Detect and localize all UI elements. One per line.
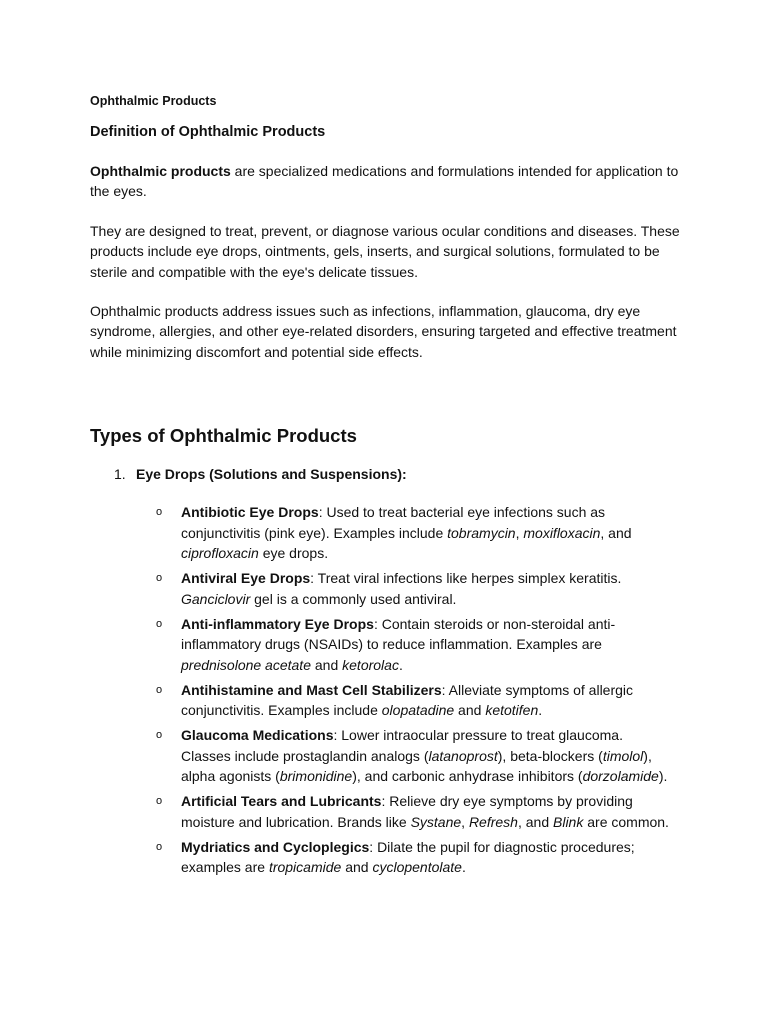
list-item-term: Mydriatics and Cycloplegics — [181, 838, 370, 855]
list-item-example: tobramycin — [447, 524, 516, 541]
bullet-circle-icon: o — [156, 729, 163, 742]
bullet-circle-icon: o — [156, 617, 163, 630]
document-title: Ophthalmic Products — [90, 94, 217, 108]
list-item-text: eye drops. — [258, 545, 329, 562]
list-item-term: Artificial Tears and Lubricants — [181, 793, 382, 810]
list-item-term: Antibiotic Eye Drops — [181, 504, 319, 520]
list-item-example: tropicamide — [268, 859, 342, 876]
list-item-text: and — [454, 702, 486, 719]
list-item-example: prednisolone acetate — [181, 656, 311, 673]
numbered-item-eye-drops — [114, 466, 407, 482]
paragraph-issues: Ophthalmic products address issues such as infections, inflammation, glaucoma, dry eye syndrome, allergies, and other eye-related disorders, ensuring targeted and effective treatment while minimizing discomfort and potential side effects. — [90, 303, 677, 360]
list-item-text: ), beta-blockers ( — [497, 747, 603, 764]
bullet-circle-icon: o — [156, 683, 163, 696]
list-item-example: dorzolamide — [582, 768, 659, 785]
list-item-example: latanoprost — [428, 747, 498, 764]
paragraph-definition-text: are specialized medications and formulations intended for application to the eyes. — [90, 163, 679, 200]
list-item-text: . — [398, 656, 403, 673]
list-item — [156, 791, 676, 832]
list-item-example: brimonidine — [279, 768, 353, 785]
types-heading: Types of Ophthalmic Products — [90, 425, 357, 446]
list-item-term: Anti-inflammatory Eye Drops — [181, 615, 374, 632]
list-item-text: , and — [517, 813, 553, 830]
paragraph-purpose: They are designed to treat, prevent, or diagnose various ocular conditions and diseases. These products include eye drops, ointments, gels, inserts, and surgical solutions, formulated to be sterile and compatible with the eye's delicate tissues. — [90, 223, 680, 280]
list-item-text: and — [341, 859, 373, 876]
list-item-text: gel is a commonly used antiviral. — [250, 590, 457, 607]
list-item — [156, 568, 676, 609]
eye-drops-sub-list — [156, 502, 676, 882]
list-item-example: Blink — [553, 813, 584, 830]
list-item-example: ketorolac — [342, 656, 399, 673]
list-item — [156, 614, 676, 676]
list-item-text: : Used to treat bacterial eye infections such as conjunctivitis (pink eye). Examples include — [181, 504, 606, 541]
list-item — [156, 837, 676, 878]
list-item-text: : Relieve dry eye symptoms by providing moisture and lubrication. Brands like — [181, 793, 633, 830]
list-item-text: : Treat viral infections like herpes simplex keratitis. — [310, 570, 622, 587]
list-item-text: : Contain steroids or non-steroidal anti-inflammatory drugs (NSAIDs) to reduce inflammation. Examples are — [181, 615, 616, 653]
list-item-example: Refresh — [468, 813, 518, 830]
list-item-text: , and — [600, 524, 632, 541]
bullet-circle-icon: o — [156, 506, 163, 518]
list-item-example: Systane — [410, 813, 462, 830]
list-item-text: : Dilate the pupil for diagnostic procedures; examples are — [181, 838, 635, 876]
list-item — [156, 725, 676, 787]
list-item — [156, 680, 676, 721]
list-item-example: olopatadine — [381, 702, 455, 719]
list-item-text: : Lower intraocular pressure to treat glaucoma. Classes include prostaglandin analogs ( — [181, 727, 623, 764]
list-item-text: : Alleviate symptoms of allergic conjunctivitis. Examples include — [181, 681, 634, 719]
bullet-circle-icon: o — [156, 572, 163, 585]
list-item-example: Ganciclovir — [181, 590, 251, 607]
list-item-example: ciprofloxacin — [181, 545, 259, 562]
list-item-text: , — [515, 524, 524, 541]
list-item-example: ketotifen — [485, 702, 539, 719]
list-number: 1. — [114, 466, 126, 482]
list-item — [156, 502, 676, 564]
paragraph-definition-bold: Ophthalmic products — [90, 163, 231, 179]
list-item-example: timolol — [602, 747, 644, 764]
list-item-term: Glaucoma Medications — [181, 727, 334, 744]
numbered-item-label: Eye Drops (Solutions and Suspensions): — [136, 466, 407, 482]
list-item-text: and — [311, 656, 343, 673]
list-item-example: moxifloxacin — [523, 524, 601, 541]
bullet-circle-icon: o — [156, 840, 163, 853]
list-item-text: ), alpha agonists ( — [181, 747, 652, 785]
list-item-text: are common. — [583, 813, 669, 830]
list-item-term: Antihistamine and Mast Cell Stabilizers — [181, 681, 442, 698]
list-item-example: cyclopentolate — [372, 859, 462, 876]
list-item-text: . — [461, 859, 466, 876]
list-item-term: Antiviral Eye Drops — [181, 570, 311, 587]
list-item-text: ), and carbonic anhydrase inhibitors ( — [352, 768, 583, 785]
paragraph-definition — [90, 161, 680, 202]
bullet-circle-icon: o — [156, 795, 163, 808]
list-item-text: . — [538, 702, 543, 719]
list-item-text: ). — [658, 768, 668, 785]
list-item-text: , — [461, 813, 469, 830]
definition-heading: Definition of Ophthalmic Products — [90, 124, 326, 140]
